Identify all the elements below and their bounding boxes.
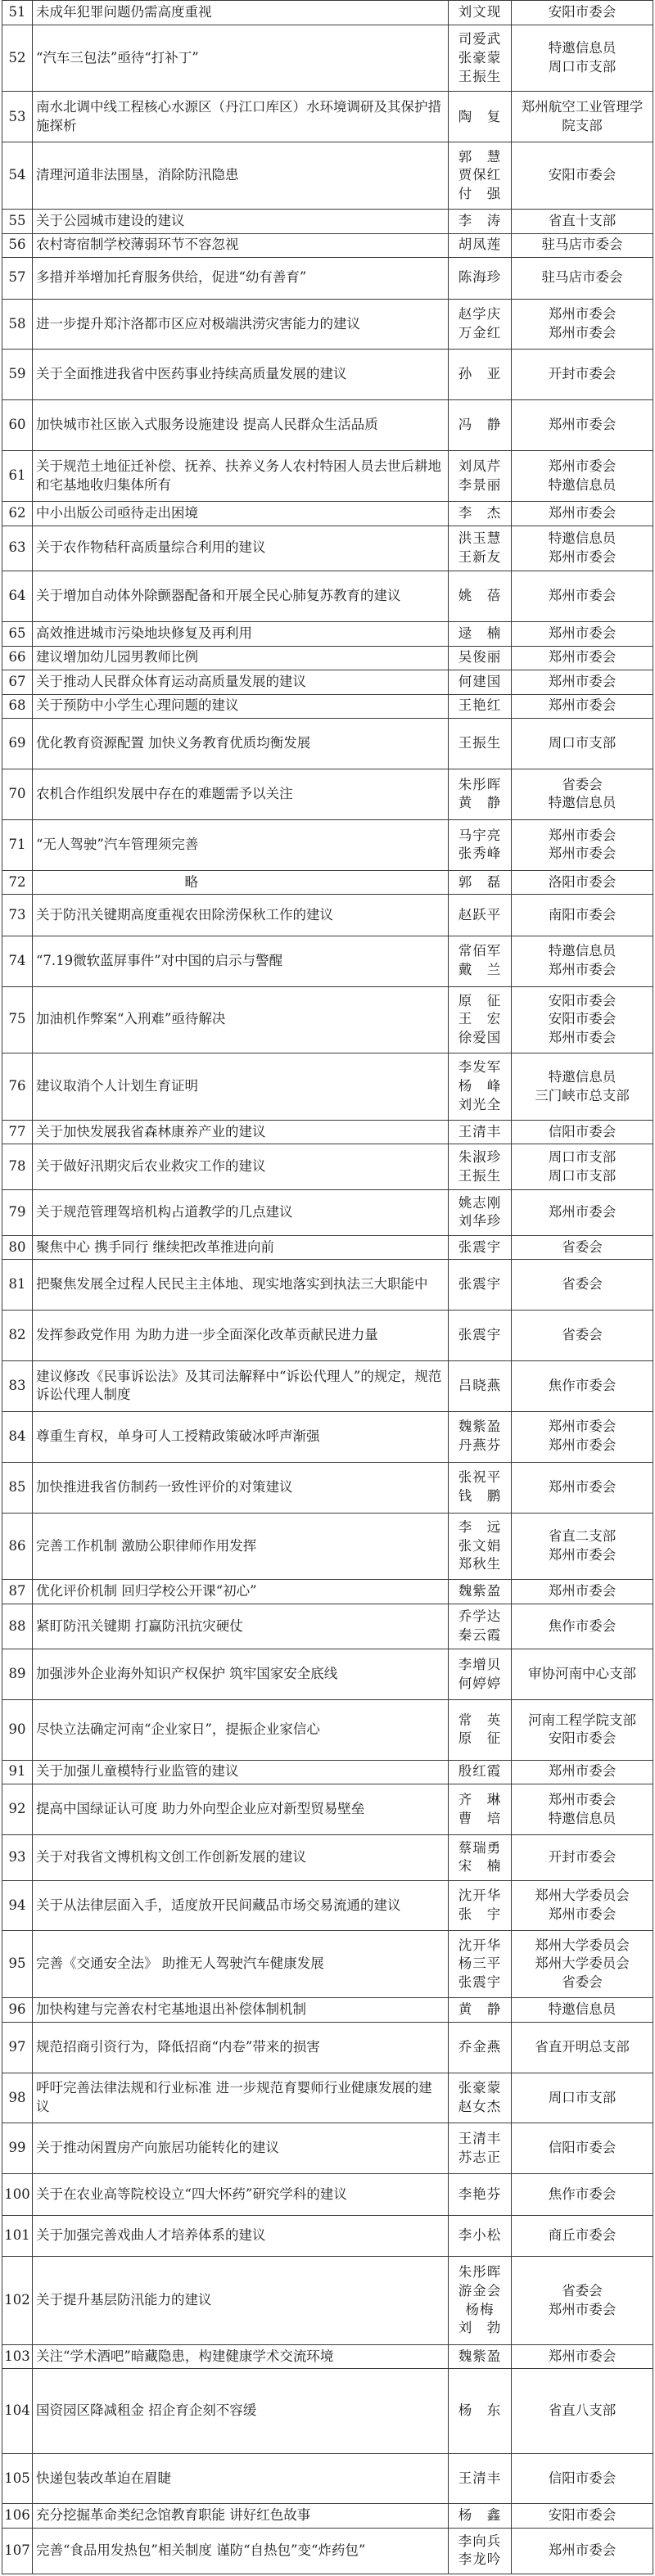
- row-number: 84: [2, 1411, 33, 1462]
- proposal-title: 高效推进城市污染地块修复及再利用: [33, 622, 449, 647]
- table-row: [2, 936, 653, 986]
- row-number: 77: [2, 1120, 33, 1144]
- table-row: [2, 299, 653, 350]
- table-row: [2, 1784, 653, 1835]
- row-number: 66: [2, 646, 33, 670]
- row-number: 72: [2, 870, 33, 895]
- proposal-title: “汽车三包法”亟待“打补丁”: [33, 25, 449, 92]
- proposal-title: 清理河道非法围垦，消除防汛隐患: [33, 142, 449, 210]
- row-number: 100: [2, 2174, 33, 2215]
- row-number: 101: [2, 2215, 33, 2256]
- table-row: [2, 2369, 653, 2453]
- organization: 郑州市委会: [512, 1760, 653, 1784]
- author-names: 王清丰: [449, 1120, 512, 1144]
- table-row: [2, 1760, 653, 1784]
- author-names: 李增贝 何婷婷: [449, 1649, 512, 1700]
- table-row: [2, 1931, 653, 1998]
- row-number: 63: [2, 526, 33, 571]
- row-number: 73: [2, 895, 33, 936]
- author-names: 张震宇: [449, 1260, 512, 1311]
- organization: 郑州市委会: [512, 622, 653, 647]
- proposal-title: 快递包装改革迫在眉睫: [33, 2453, 449, 2504]
- table-row: [2, 2174, 653, 2215]
- row-number: 56: [2, 233, 33, 258]
- row-number: 88: [2, 1604, 33, 1649]
- author-names: 张豪蒙 赵女杰: [449, 2073, 512, 2123]
- proposal-title: 充分挖掘革命类纪念馆教育职能 讲好红色故事: [33, 2504, 449, 2529]
- organization: 郑州市委会: [512, 2344, 653, 2369]
- proposal-title: 关于规范管理驾培机构占道教学的几点建议: [33, 1190, 449, 1236]
- proposal-title: 关于防汛关键期高度重视农田除涝保秋工作的建议: [33, 895, 449, 936]
- table-row: [2, 258, 653, 299]
- table-row: [2, 1513, 653, 1580]
- table-row: [2, 1834, 653, 1880]
- organization: 安阳市委会: [512, 1, 653, 25]
- table-row: [2, 2215, 653, 2256]
- proposal-title: 关于加强完善戏曲人才培养体系的建议: [33, 2215, 449, 2256]
- organization: 郑州市委会: [512, 502, 653, 526]
- author-names: 孙 亚: [449, 350, 512, 400]
- table-row: [2, 526, 653, 571]
- table-row: [2, 1880, 653, 1931]
- author-names: 魏紫盈: [449, 2344, 512, 2369]
- organization: 郑州市委会 郑州市委会: [512, 1411, 653, 1462]
- author-names: 吴俊丽: [449, 646, 512, 670]
- table-row: [2, 1260, 653, 1311]
- table-row: [2, 719, 653, 769]
- author-names: 逯 楠: [449, 622, 512, 647]
- row-number: 52: [2, 25, 33, 92]
- organization: 省直开明总支部: [512, 2022, 653, 2073]
- author-names: 黄 静: [449, 1998, 512, 2023]
- proposal-title: 关于农作物秸秆高质量综合利用的建议: [33, 526, 449, 571]
- proposal-title: 农村寄宿制学校薄弱环节不容忽视: [33, 233, 449, 258]
- author-names: 郭 磊: [449, 870, 512, 895]
- table-row: [2, 233, 653, 258]
- organization: 郑州航空工业管理学院支部: [512, 92, 653, 142]
- author-names: 何建国: [449, 670, 512, 695]
- organization: 特邀信息员 郑州市委会: [512, 936, 653, 986]
- table-row: [2, 1144, 653, 1190]
- author-names: 洪玉慧 王新友: [449, 526, 512, 571]
- row-number: 105: [2, 2453, 33, 2504]
- table-row: [2, 2504, 653, 2529]
- table-row: [2, 1235, 653, 1260]
- report-table-body: [2, 1, 653, 2574]
- author-names: 原 征 王 宏 徐爱国: [449, 986, 512, 1053]
- row-number: 67: [2, 670, 33, 695]
- author-names: 马宇亮 张秀峰: [449, 819, 512, 870]
- author-names: 魏紫盈 丹燕芬: [449, 1411, 512, 1462]
- organization: 省直十支部: [512, 210, 653, 234]
- table-row: [2, 870, 653, 895]
- proposal-title: 关于做好汛期灾后农业救灾工作的建议: [33, 1144, 449, 1190]
- organization: 郑州市委会: [512, 571, 653, 622]
- author-names: 陶 复: [449, 92, 512, 142]
- proposal-title: 关注“学术酒吧”暗藏隐患，构建健康学术交流环境: [33, 2344, 449, 2369]
- row-number: 78: [2, 1144, 33, 1190]
- report-table: [2, 0, 653, 2574]
- row-number: 98: [2, 2073, 33, 2123]
- organization: 省委会: [512, 1235, 653, 1260]
- table-row: [2, 400, 653, 451]
- row-number: 96: [2, 1998, 33, 2023]
- organization: 郑州市委会: [512, 2528, 653, 2574]
- row-number: 91: [2, 1760, 33, 1784]
- proposal-title: 南水北调中线工程核心水源区（丹江口库区）水环境调研及其保护措施探析: [33, 92, 449, 142]
- proposal-title: 建议修改《民事诉讼法》及其司法解释中“诉讼代理人”的规定，规范诉讼代理人制度: [33, 1360, 449, 1411]
- table-row: [2, 2257, 653, 2345]
- author-names: 李艳芬: [449, 2174, 512, 2215]
- organization: 郑州市委会 郑州市委会: [512, 299, 653, 350]
- table-row: [2, 1120, 653, 1144]
- row-number: 69: [2, 719, 33, 769]
- table-row: [2, 2022, 653, 2073]
- organization: 南阳市委会: [512, 895, 653, 936]
- organization: 洛阳市委会: [512, 870, 653, 895]
- organization: 焦作市委会: [512, 2174, 653, 2215]
- organization: 信阳市委会: [512, 1120, 653, 1144]
- author-names: 乔金燕: [449, 2022, 512, 2073]
- organization: 焦作市委会: [512, 1604, 653, 1649]
- organization: 特邀信息员 郑州市委会: [512, 526, 653, 571]
- table-row: [2, 622, 653, 647]
- table-row: [2, 1998, 653, 2023]
- row-number: 103: [2, 2344, 33, 2369]
- author-names: 李小松: [449, 2215, 512, 2256]
- table-row: [2, 25, 653, 92]
- proposal-title: 完善“食品用发热包”相关制度 谨防“自热包”变“炸药包”: [33, 2528, 449, 2574]
- organization: 驻马店市委会: [512, 258, 653, 299]
- organization: 开封市委会: [512, 350, 653, 400]
- table-row: [2, 1190, 653, 1236]
- proposal-title: 关于对我省文博机构文创工作创新发展的建议: [33, 1834, 449, 1880]
- organization: 郑州大学委员会 郑州大学委员会 省委会: [512, 1931, 653, 1998]
- row-number: 86: [2, 1513, 33, 1580]
- table-row: [2, 1360, 653, 1411]
- row-number: 95: [2, 1931, 33, 1998]
- author-names: 沈开华 杨三平 张震宇: [449, 1931, 512, 1998]
- proposal-title: 尽快立法确定河南“企业家日”，提振企业家信心: [33, 1700, 449, 1760]
- table-row: [2, 986, 653, 1053]
- organization: 周口市支部: [512, 719, 653, 769]
- row-number: 81: [2, 1260, 33, 1311]
- organization: 信阳市委会: [512, 2123, 653, 2174]
- proposal-title: 关于推动闲置房产向旅居功能转化的建议: [33, 2123, 449, 2174]
- proposal-title: 未成年犯罪问题仍需高度重视: [33, 1, 449, 25]
- organization: 郑州市委会: [512, 1580, 653, 1604]
- table-row: [2, 2073, 653, 2123]
- row-number: 87: [2, 1580, 33, 1604]
- row-number: 57: [2, 258, 33, 299]
- row-number: 97: [2, 2022, 33, 2073]
- proposal-title: 关于推动人民群众体育运动高质量发展的建议: [33, 670, 449, 695]
- organization: 省委会 特邀信息员: [512, 769, 653, 819]
- organization: 郑州市委会 郑州市委会: [512, 819, 653, 870]
- proposal-title: 关于加快发展我省森林康养产业的建议: [33, 1120, 449, 1144]
- table-row: [2, 2344, 653, 2369]
- row-number: 79: [2, 1190, 33, 1236]
- table-row: [2, 1580, 653, 1604]
- author-names: 王清丰: [449, 2453, 512, 2504]
- proposal-title: 加快推进我省仿制药一致性评价的对策建议: [33, 1462, 449, 1513]
- proposal-title: “无人驾驶”汽车管理须完善: [33, 819, 449, 870]
- table-row: [2, 1462, 653, 1513]
- row-number: 64: [2, 571, 33, 622]
- table-row: [2, 2123, 653, 2174]
- proposal-title: 规范招商引资行为，降低招商“内卷”带来的损害: [33, 2022, 449, 2073]
- table-row: [2, 769, 653, 819]
- proposal-title: 关于增加自动体外除颤器配备和开展全民心肺复苏教育的建议: [33, 571, 449, 622]
- row-number: 102: [2, 2257, 33, 2345]
- organization: 郑州大学委员会 郑州市委会: [512, 1880, 653, 1931]
- author-names: 沈开华 张 宇: [449, 1880, 512, 1931]
- organization: 驻马店市委会: [512, 233, 653, 258]
- proposal-title: 建议取消个人计划生育证明: [33, 1053, 449, 1121]
- proposal-title: 呼吁完善法律法规和行业标准 进一步规范育婴师行业健康发展的建议: [33, 2073, 449, 2123]
- table-row: [2, 571, 653, 622]
- author-names: 杨 鑫: [449, 2504, 512, 2529]
- author-names: 司爱武 张豪蒙 王振生: [449, 25, 512, 92]
- proposal-title: 加油机作弊案“入刑难”亟待解决: [33, 986, 449, 1053]
- table-row: [2, 142, 653, 210]
- row-number: 89: [2, 1649, 33, 1700]
- table-row: [2, 1, 653, 25]
- row-number: 60: [2, 400, 33, 451]
- author-names: 魏紫盈: [449, 1580, 512, 1604]
- author-names: 王振生: [449, 719, 512, 769]
- proposal-title: “7.19微软蓝屏事件”对中国的启示与警醒: [33, 936, 449, 986]
- table-row: [2, 1311, 653, 1361]
- author-names: 李 杰: [449, 502, 512, 526]
- proposal-title: 略: [33, 870, 449, 895]
- row-number: 51: [2, 1, 33, 25]
- author-names: 齐 琳 曹 培: [449, 1784, 512, 1835]
- organization: 省委会 郑州市委会: [512, 2257, 653, 2345]
- row-number: 93: [2, 1834, 33, 1880]
- author-names: 李发军 杨 峰 刘光全: [449, 1053, 512, 1121]
- author-names: 姚志刚 刘华珍: [449, 1190, 512, 1236]
- author-names: 朱彤晖 黄 静: [449, 769, 512, 819]
- row-number: 59: [2, 350, 33, 400]
- proposal-title: 提高中国绿证认可度 助力外向型企业应对新型贸易壁垒: [33, 1784, 449, 1835]
- organization: 特邀信息员 周口市支部: [512, 25, 653, 92]
- organization: 安阳市委会 安阳市委会 郑州市委会: [512, 986, 653, 1053]
- table-row: [2, 210, 653, 234]
- row-number: 61: [2, 451, 33, 502]
- row-number: 65: [2, 622, 33, 647]
- proposal-title: 紧盯防汛关键期 打赢防汛抗灾硬仗: [33, 1604, 449, 1649]
- organization: 郑州市委会: [512, 670, 653, 695]
- proposal-title: 关于规范土地征迁补偿、抚养、扶养义务人农村特困人员去世后耕地和宅基地收归集体所有: [33, 451, 449, 502]
- author-names: 冯 静: [449, 400, 512, 451]
- table-row: [2, 92, 653, 142]
- author-names: 张震宇: [449, 1311, 512, 1361]
- organization: 审协河南中心支部: [512, 1649, 653, 1700]
- author-names: 常佰军 戴 兰: [449, 936, 512, 986]
- row-number: 70: [2, 769, 33, 819]
- author-names: 蔡瑞勇 宋 楠: [449, 1834, 512, 1880]
- organization: 开封市委会: [512, 1834, 653, 1880]
- organization: 周口市支部: [512, 2073, 653, 2123]
- organization: 信阳市委会: [512, 2453, 653, 2504]
- proposal-title: 关于加强儿童模特行业监管的建议: [33, 1760, 449, 1784]
- row-number: 83: [2, 1360, 33, 1411]
- organization: 郑州市委会 特邀信息员: [512, 1784, 653, 1835]
- row-number: 94: [2, 1880, 33, 1931]
- organization: 郑州市委会 特邀信息员: [512, 451, 653, 502]
- author-names: 吕晓燕: [449, 1360, 512, 1411]
- row-number: 80: [2, 1235, 33, 1260]
- author-names: 姚 蓓: [449, 571, 512, 622]
- row-number: 90: [2, 1700, 33, 1760]
- proposal-title: 优化教育资源配置 加快义务教育优质均衡发展: [33, 719, 449, 769]
- table-row: [2, 694, 653, 719]
- proposal-title: 加快城市社区嵌入式服务设施建设 提高人民群众生活品质: [33, 400, 449, 451]
- row-number: 58: [2, 299, 33, 350]
- row-number: 53: [2, 92, 33, 142]
- table-row: [2, 670, 653, 695]
- proposal-title: 加快构建与完善农村宅基地退出补偿体制机制: [33, 1998, 449, 2023]
- organization: 郑州市委会: [512, 1462, 653, 1513]
- proposal-title: 把聚焦发展全过程人民民主主体地、现实地落实到执法三大职能中: [33, 1260, 449, 1311]
- organization: 特邀信息员 三门峡市总支部: [512, 1053, 653, 1121]
- organization: 省委会: [512, 1311, 653, 1361]
- organization: 安阳市委会: [512, 142, 653, 210]
- row-number: 68: [2, 694, 33, 719]
- author-names: 王艳红: [449, 694, 512, 719]
- author-names: 李 远 张文娟 郑秋生: [449, 1513, 512, 1580]
- author-names: 赵学庆 万金红: [449, 299, 512, 350]
- author-names: 常 英 原 征: [449, 1700, 512, 1760]
- proposal-title: 建议增加幼儿园男教师比例: [33, 646, 449, 670]
- organization: 省直八支部: [512, 2369, 653, 2453]
- author-names: 朱彤晖 游金会 杨梅 刘 勃: [449, 2257, 512, 2345]
- proposal-title: 完善工作机制 激励公职律师作用发挥: [33, 1513, 449, 1580]
- organization: 省委会: [512, 1260, 653, 1311]
- proposal-title: 农机合作组织发展中存在的难题需予以关注: [33, 769, 449, 819]
- proposal-title: 国资园区降减租金 招企育企刻不容缓: [33, 2369, 449, 2453]
- row-number: 75: [2, 986, 33, 1053]
- organization: 周口市支部 周口市支部: [512, 1144, 653, 1190]
- row-number: 62: [2, 502, 33, 526]
- row-number: 82: [2, 1311, 33, 1361]
- author-names: 张祝平 钱 鹏: [449, 1462, 512, 1513]
- table-row: [2, 819, 653, 870]
- table-row: [2, 1700, 653, 1760]
- table-row: [2, 451, 653, 502]
- table-row: [2, 2528, 653, 2574]
- row-number: 55: [2, 210, 33, 234]
- organization: 郑州市委会: [512, 400, 653, 451]
- organization: 郑州市委会: [512, 1190, 653, 1236]
- table-row: [2, 350, 653, 400]
- author-names: 胡凤莲: [449, 233, 512, 258]
- table-row: [2, 2453, 653, 2504]
- proposal-title: 优化评价机制 回归学校公开课“初心”: [33, 1580, 449, 1604]
- author-names: 刘凤芹 李景丽: [449, 451, 512, 502]
- row-number: 107: [2, 2528, 33, 2574]
- proposal-title: 关于在农业高等院校设立“四大怀药”研究学科的建议: [33, 2174, 449, 2215]
- author-names: 张震宇: [449, 1235, 512, 1260]
- table-row: [2, 1411, 653, 1462]
- organization: 郑州市委会: [512, 694, 653, 719]
- author-names: 陈海珍: [449, 258, 512, 299]
- row-number: 85: [2, 1462, 33, 1513]
- table-row: [2, 502, 653, 526]
- row-number: 92: [2, 1784, 33, 1835]
- proposal-title: 关于从法律层面入手，适度放开民间藏品市场交易流通的建议: [33, 1880, 449, 1931]
- organization: 省直二支部 郑州市委会: [512, 1513, 653, 1580]
- proposal-title: 尊重生育权，单身可人工授精政策破冰呼声渐强: [33, 1411, 449, 1462]
- proposal-title: 多措并举增加托育服务供给，促进“幼有善育”: [33, 258, 449, 299]
- proposal-title: 加强涉外企业海外知识产权保护 筑牢国家安全底线: [33, 1649, 449, 1700]
- row-number: 76: [2, 1053, 33, 1121]
- row-number: 106: [2, 2504, 33, 2529]
- row-number: 104: [2, 2369, 33, 2453]
- proposal-title: 关于预防中小学生心理问题的建议: [33, 694, 449, 719]
- proposal-title: 关于提升基层防汛能力的建议: [33, 2257, 449, 2345]
- author-names: 殷红霞: [449, 1760, 512, 1784]
- table-row: [2, 1053, 653, 1121]
- organization: 商丘市委会: [512, 2215, 653, 2256]
- author-names: 李向兵 李龙吟: [449, 2528, 512, 2574]
- author-names: 赵跃平: [449, 895, 512, 936]
- proposal-title: 关于全面推进我省中医药事业持续高质量发展的建议: [33, 350, 449, 400]
- organization: 特邀信息员: [512, 1998, 653, 2023]
- table-row: [2, 1649, 653, 1700]
- author-names: 乔学达 秦云霞: [449, 1604, 512, 1649]
- organization: 河南工程学院支部 安阳市委会: [512, 1700, 653, 1760]
- table-row: [2, 895, 653, 936]
- author-names: 朱淑珍 王振生: [449, 1144, 512, 1190]
- row-number: 99: [2, 2123, 33, 2174]
- table-row: [2, 1604, 653, 1649]
- row-number: 54: [2, 142, 33, 210]
- proposal-title: 完善《交通安全法》 助推无人驾驶汽车健康发展: [33, 1931, 449, 1998]
- proposal-title: 聚焦中心 携手同行 继续把改革推进向前: [33, 1235, 449, 1260]
- organization: 郑州市委会: [512, 646, 653, 670]
- proposal-title: 发挥参政党作用 为助力进一步全面深化改革贡献民进力量: [33, 1311, 449, 1361]
- author-names: 王清丰 苏志正: [449, 2123, 512, 2174]
- organization: 安阳市委会: [512, 2504, 653, 2529]
- author-names: 杨 东: [449, 2369, 512, 2453]
- table-row: [2, 646, 653, 670]
- row-number: 71: [2, 819, 33, 870]
- author-names: 李 涛: [449, 210, 512, 234]
- proposal-title: 进一步提升郑汴洛都市区应对极端洪涝灾害能力的建议: [33, 299, 449, 350]
- proposal-title: 关于公园城市建设的建议: [33, 210, 449, 234]
- proposal-title: 中小出版公司亟待走出困境: [33, 502, 449, 526]
- author-names: 郭 慧 贾保红 付 强: [449, 142, 512, 210]
- author-names: 刘文现: [449, 1, 512, 25]
- organization: 焦作市委会: [512, 1360, 653, 1411]
- row-number: 74: [2, 936, 33, 986]
